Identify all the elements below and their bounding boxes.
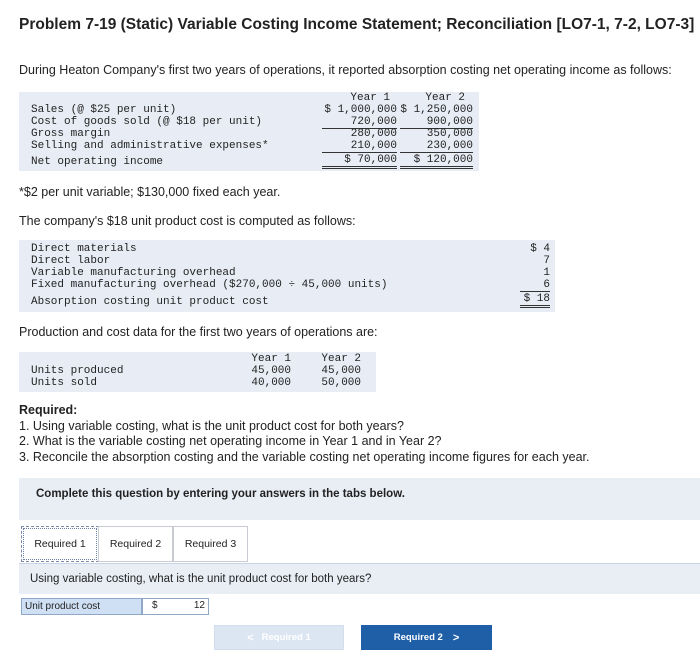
income-row-y1: $ 70,000 — [322, 154, 397, 169]
income-row-y2: 350,000 — [426, 128, 473, 140]
cost-row-value: 7 — [543, 255, 550, 267]
prev-button[interactable] — [214, 625, 344, 650]
tab-required-3[interactable]: Required 3 — [173, 526, 248, 562]
footnote: *$2 per unit variable; $130,000 fixed each year. — [19, 185, 281, 199]
cost-row-value: 1 — [543, 267, 550, 279]
cost-row-label: Absorption costing unit product cost — [31, 296, 269, 308]
production-row-label: Units produced — [31, 365, 124, 377]
income-row-label: Gross margin — [31, 128, 111, 140]
cost-row-label: Variable manufacturing overhead — [31, 267, 236, 279]
income-row-label: Cost of goods sold (@ $18 per unit) — [31, 116, 263, 128]
required-item: 2. What is the variable costing net operating income in Year 1 and in Year 2? — [19, 434, 442, 448]
next-button[interactable] — [361, 625, 492, 650]
page-title: Problem 7-19 (Static) Variable Costing Income Statement; Reconciliation [LO7-1, 7-2, LO7-3] — [19, 16, 695, 33]
required-item: 1. Using variable costing, what is the unit product cost for both years? — [19, 418, 404, 433]
production-col-year1: Year 1 — [251, 353, 291, 365]
production-row-y2: 45,000 — [321, 365, 361, 377]
production-row-y1: 40,000 — [251, 377, 291, 389]
income-row-y1: 720,000 — [322, 116, 397, 129]
unit-product-cost-label: Unit product cost — [21, 598, 142, 615]
required-heading: Required: — [19, 403, 78, 417]
required-section — [19, 403, 589, 465]
prev-button-label: Required 1 — [261, 632, 311, 643]
production-intro: Production and cost data for the first two years of operations are: — [19, 325, 378, 339]
cost-row-label: Direct materials — [31, 243, 137, 255]
tab-required-2[interactable]: Required 2 — [98, 526, 173, 562]
unit-product-cost-input[interactable] — [142, 598, 209, 615]
income-col-year2: Year 2 — [425, 92, 465, 104]
cost-row-label: Fixed manufacturing overhead ($270,000 ÷ 45,000 units) — [31, 279, 388, 291]
production-row-label: Units sold — [31, 377, 98, 389]
income-row-y2: $ 1,250,000 — [400, 104, 473, 116]
cost-row-label: Direct labor — [31, 255, 111, 267]
income-row-label: Selling and administrative expenses* — [31, 140, 269, 152]
chevron-left-icon: < — [247, 631, 254, 644]
unit-cost-intro: The company's $18 unit product cost is computed as follows: — [19, 214, 356, 228]
production-row-y1: 45,000 — [251, 365, 291, 377]
production-row-y2: 50,000 — [321, 377, 361, 389]
income-row-label: Sales (@ $25 per unit) — [31, 104, 177, 116]
income-row-y2: $ 120,000 — [400, 154, 473, 169]
currency-symbol: $ — [152, 600, 158, 611]
income-row-y1: 280,000 — [350, 128, 397, 140]
income-row-y1: 210,000 — [322, 140, 397, 153]
tab-required-1[interactable]: Required 1 — [21, 526, 99, 562]
chevron-right-icon: > — [452, 631, 460, 644]
income-row-y2: 900,000 — [400, 116, 473, 129]
next-button-label: Required 2 — [393, 632, 443, 643]
income-row-y2: 230,000 — [400, 140, 473, 153]
cost-row-value: $ 18 — [520, 293, 550, 308]
production-col-year2: Year 2 — [321, 353, 361, 365]
income-col-year1: Year 1 — [350, 92, 390, 104]
instruction-text: Complete this question by entering your answers in the tabs below. — [36, 488, 405, 500]
unit-product-cost-value: 12 — [193, 600, 205, 611]
income-row-label: Net operating income — [31, 156, 164, 168]
question-text: Using variable costing, what is the unit product cost for both years? — [30, 573, 372, 585]
income-row-y1: $ 1,000,000 — [324, 104, 397, 116]
cost-row-value: 6 — [520, 279, 550, 292]
required-item: 3. Reconcile the absorption costing and the variable costing net operating income figures for each year. — [19, 449, 590, 464]
intro-text: During Heaton Company's first two years of operations, it reported absorption costing net operating income as follows: — [19, 63, 672, 77]
cost-row-value: $ 4 — [530, 243, 550, 255]
